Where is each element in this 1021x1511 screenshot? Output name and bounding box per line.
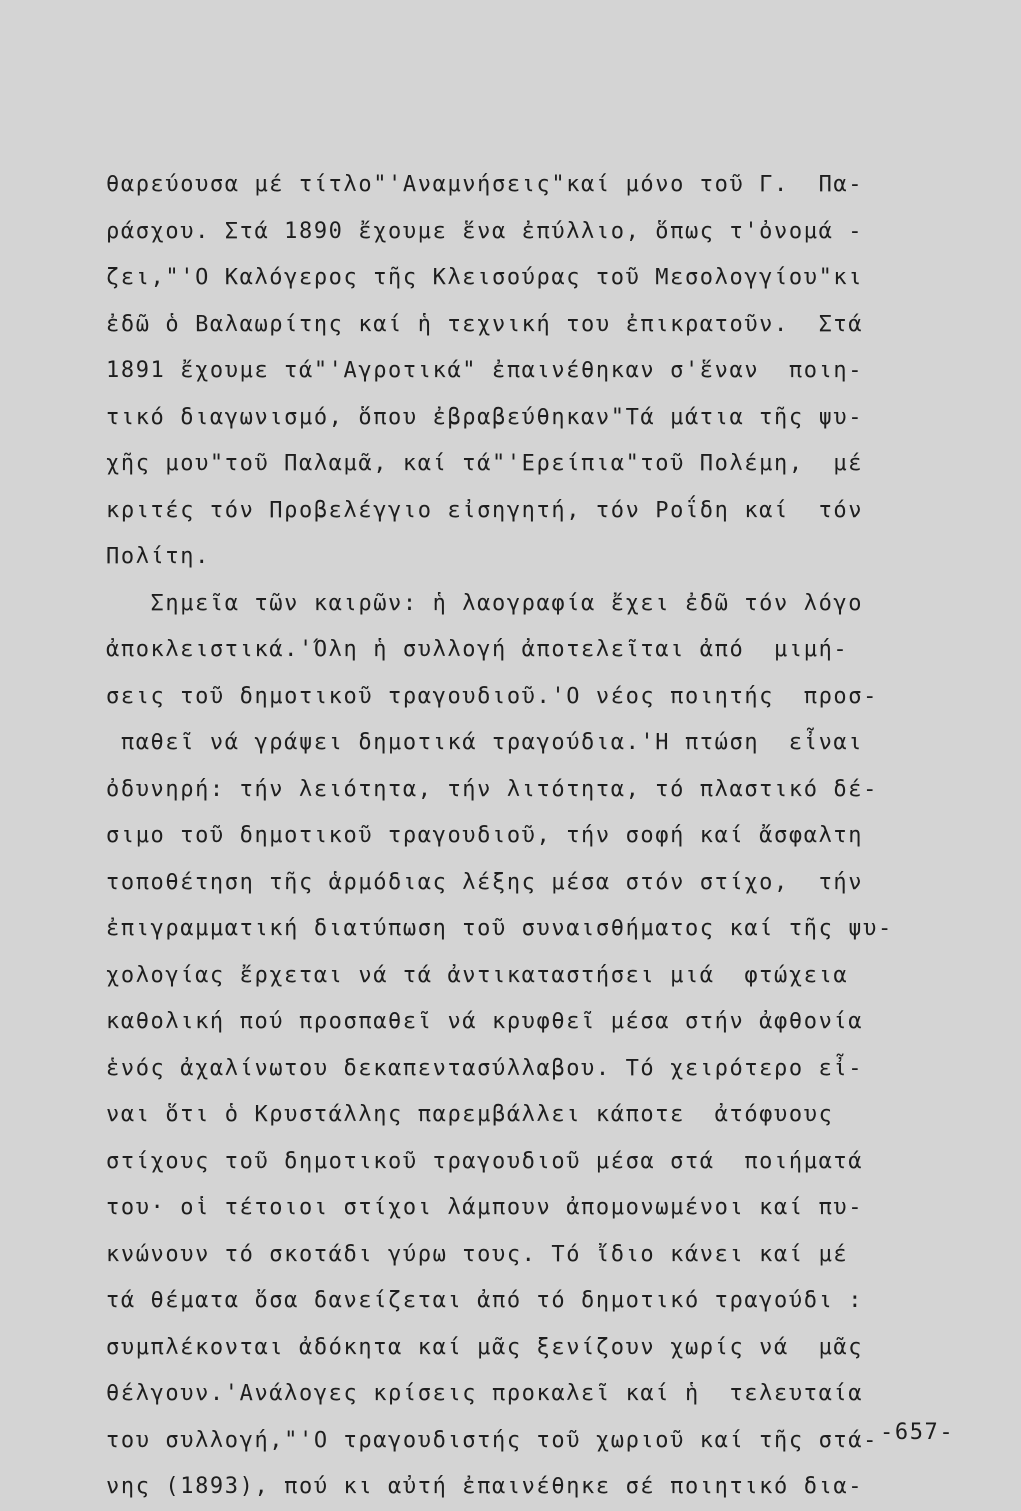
text-line: Πολίτη. xyxy=(106,544,210,569)
text-line: τά θέματα ὅσα δανείζεται ἀπό τό δημοτικό τραγούδι : xyxy=(106,1288,864,1313)
text-line: σιμο τοῦ δημοτικοῦ τραγουδιοῦ, τήν σοφή καί ἄσφαλτη xyxy=(106,823,864,848)
text-line: ράσχου. Στά 1890 ἔχουμε ἕνα ἐπύλλιο, ὅπως τ'ὀνομά - xyxy=(106,218,864,244)
text-line: χολογίας ἔρχεται νά τά ἀντικαταστήσει μιά φτώχεια xyxy=(106,962,849,988)
text-line: ὀδυνηρή: τήν λειότητα, τήν λιτότητα, τό πλαστικό δέ- xyxy=(106,776,878,802)
text-line: θέλγουν.'Ανάλογες κρίσεις προκαλεῖ καί ἡ τελευταία xyxy=(106,1381,864,1406)
text-line: θαρεύουσα μέ τίτλο"'Αναμνήσεις"καί μόνο τοῦ Γ. Πα- xyxy=(106,172,864,197)
text-line: νης (1893), πού κι αὐτή ἐπαινέθηκε σέ ποιητικό δια- xyxy=(106,1474,864,1499)
text-line: Σημεῖα τῶν καιρῶν: ἡ λαογραφία ἔχει ἐδῶ τόν λόγο xyxy=(106,590,864,616)
text-line: ἐδῶ ὁ Βαλαωρίτης καί ἡ τεχνική του ἐπικρατοῦν. Στά xyxy=(106,311,864,337)
text-line: ζει,"'Ο Καλόγερος τῆς Κλεισούρας τοῦ Μεσολογγίου"κι xyxy=(106,265,864,290)
text-line: καθολική πού προσπαθεῖ νά κρυφθεῖ μέσα στήν ἀφθονία xyxy=(106,1009,864,1034)
text-line: ἀποκλειστικά.'Όλη ἡ συλλογή ἀποτελεῖται ἀπό μιμή- xyxy=(106,637,849,662)
text-line: του συλλογή,"'Ο τραγουδιστής τοῦ χωριοῦ καί τῆς στά- xyxy=(106,1427,878,1453)
text-line: κριτές τόν Προβελέγγιο εἰσηγητή, τόν Ροΐδη καί τόν xyxy=(106,497,864,523)
text-line: ἑνός ἀχαλίνωτου δεκαπεντασύλλαβου. Τό χειρότερο εἶ- xyxy=(106,1055,864,1081)
text-line: τοποθέτηση τῆς ἁρμόδιας λέξης μέσα στόν στίχο, τήν xyxy=(106,869,864,895)
text-line: του· οἱ τέτοιοι στίχοι λάμπουν ἀπομονωμένοι καί πυ- xyxy=(106,1195,864,1220)
text-line: χῆς μου"τοῦ Παλαμᾶ, καί τά"'Ερείπια"τοῦ Πολέμη, μέ xyxy=(106,451,864,476)
text-line: συμπλέκονται ἀδόκητα καί μᾶς ξενίζουν χωρίς νά μᾶς xyxy=(106,1334,864,1360)
text-line: κνώνουν τό σκοτάδι γύρω τους. Τό ἴδιο κάνει καί μέ xyxy=(106,1241,849,1267)
page-number: -657- xyxy=(880,1420,955,1445)
text-line: στίχους τοῦ δημοτικοῦ τραγουδιοῦ μέσα στά ποιήματά xyxy=(106,1148,864,1174)
text-line: παθεῖ νά γράψει δημοτικά τραγούδια.'Η πτώση εἶναι xyxy=(106,730,864,755)
text-line: 1891 ἔχουμε τά"'Αγροτικά" ἐπαινέθηκαν σ'ἕναν ποιη- xyxy=(106,358,864,383)
text-line: σεις τοῦ δημοτικοῦ τραγουδιοῦ.'Ο νέος ποιητής προσ- xyxy=(106,683,878,709)
text-line: ἐπιγραμματική διατύπωση τοῦ συναισθήματος καί τῆς ψυ- xyxy=(106,916,893,941)
body-text xyxy=(106,162,976,1511)
text-line: τικό διαγωνισμό, ὅπου ἐβραβεύθηκαν"Τά μάτια τῆς ψυ- xyxy=(106,404,864,430)
text-line: ναι ὅτι ὁ Κρυστάλλης παρεμβάλλει κάποτε ἀτόφυους xyxy=(106,1102,834,1127)
